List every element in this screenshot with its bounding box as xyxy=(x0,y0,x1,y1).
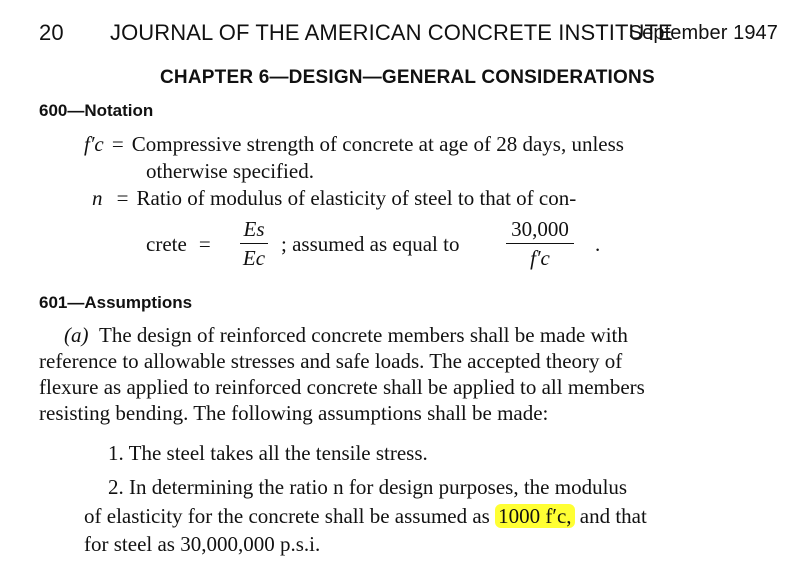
fraction-denominator: f′c xyxy=(530,246,550,270)
para-a-text: The design of reinforced concrete members shall be made with xyxy=(99,323,628,347)
issue-date: September 1947 xyxy=(628,22,778,44)
fc-definition-line2: otherwise specified. xyxy=(146,159,314,183)
crete-text: crete xyxy=(146,232,187,256)
fc-definition-line1 xyxy=(84,131,624,158)
assumption-item-2-line2 xyxy=(84,503,647,529)
fraction-bar xyxy=(240,243,268,244)
para-a-line4: resisting bending. The following assumptions shall be made: xyxy=(39,401,549,425)
n-definition-crete xyxy=(146,231,223,258)
notation-heading: 600—Notation xyxy=(39,101,154,120)
running-header xyxy=(39,20,778,48)
para-a-line2: reference to allowable stresses and safe loads. The accepted theory of xyxy=(39,349,623,373)
fraction-numerator: Es xyxy=(243,217,265,241)
chapter-title: CHAPTER 6—DESIGN—GENERAL CONSIDERATIONS xyxy=(160,67,655,88)
fraction-bar xyxy=(506,243,574,244)
equals-sign: = xyxy=(116,186,129,210)
fraction-es-over-ec xyxy=(240,217,268,270)
para-a-label: (a) xyxy=(64,323,89,347)
assumption-item-2-line1: 2. In determining the ratio n for design purposes, the modulus xyxy=(108,475,628,499)
journal-title: JOURNAL OF THE AMERICAN CONCRETE INSTITUTE xyxy=(110,20,673,45)
fc-definition-text: Compressive strength of concrete at age of 28 days, unless xyxy=(131,132,624,156)
n-definition-middle: ; assumed as equal to xyxy=(281,232,460,256)
equals-sign: = xyxy=(111,132,124,156)
n-definition-text: Ratio of modulus of elasticity of steel to that of con- xyxy=(136,186,577,210)
equals-sign: = xyxy=(198,232,211,256)
assumptions-heading: 601—Assumptions xyxy=(39,293,193,312)
fc-symbol: f′c xyxy=(84,132,104,156)
assumption-item-1: 1. The steel takes all the tensile stress. xyxy=(108,441,428,465)
n-definition-line1 xyxy=(92,185,576,212)
assumption-item-2-line3: for steel as 30,000,000 p.s.i. xyxy=(84,532,321,556)
highlighted-modulus: 1000 f′c, xyxy=(495,504,574,528)
fraction-30000-over-fc xyxy=(506,217,574,270)
item2-text-after: and that xyxy=(579,504,647,528)
n-symbol: n xyxy=(92,186,103,210)
page-number: 20 xyxy=(39,20,64,45)
n-definition-period: . xyxy=(595,232,601,256)
para-a-line3: flexure as applied to reinforced concrete shall be applied to all members xyxy=(39,375,645,399)
item2-text-before: of elasticity for the concrete shall be assumed as xyxy=(84,504,490,528)
fraction-numerator: 30,000 xyxy=(511,217,569,241)
fraction-denominator: Ec xyxy=(242,246,266,270)
para-a-line1 xyxy=(64,322,628,348)
